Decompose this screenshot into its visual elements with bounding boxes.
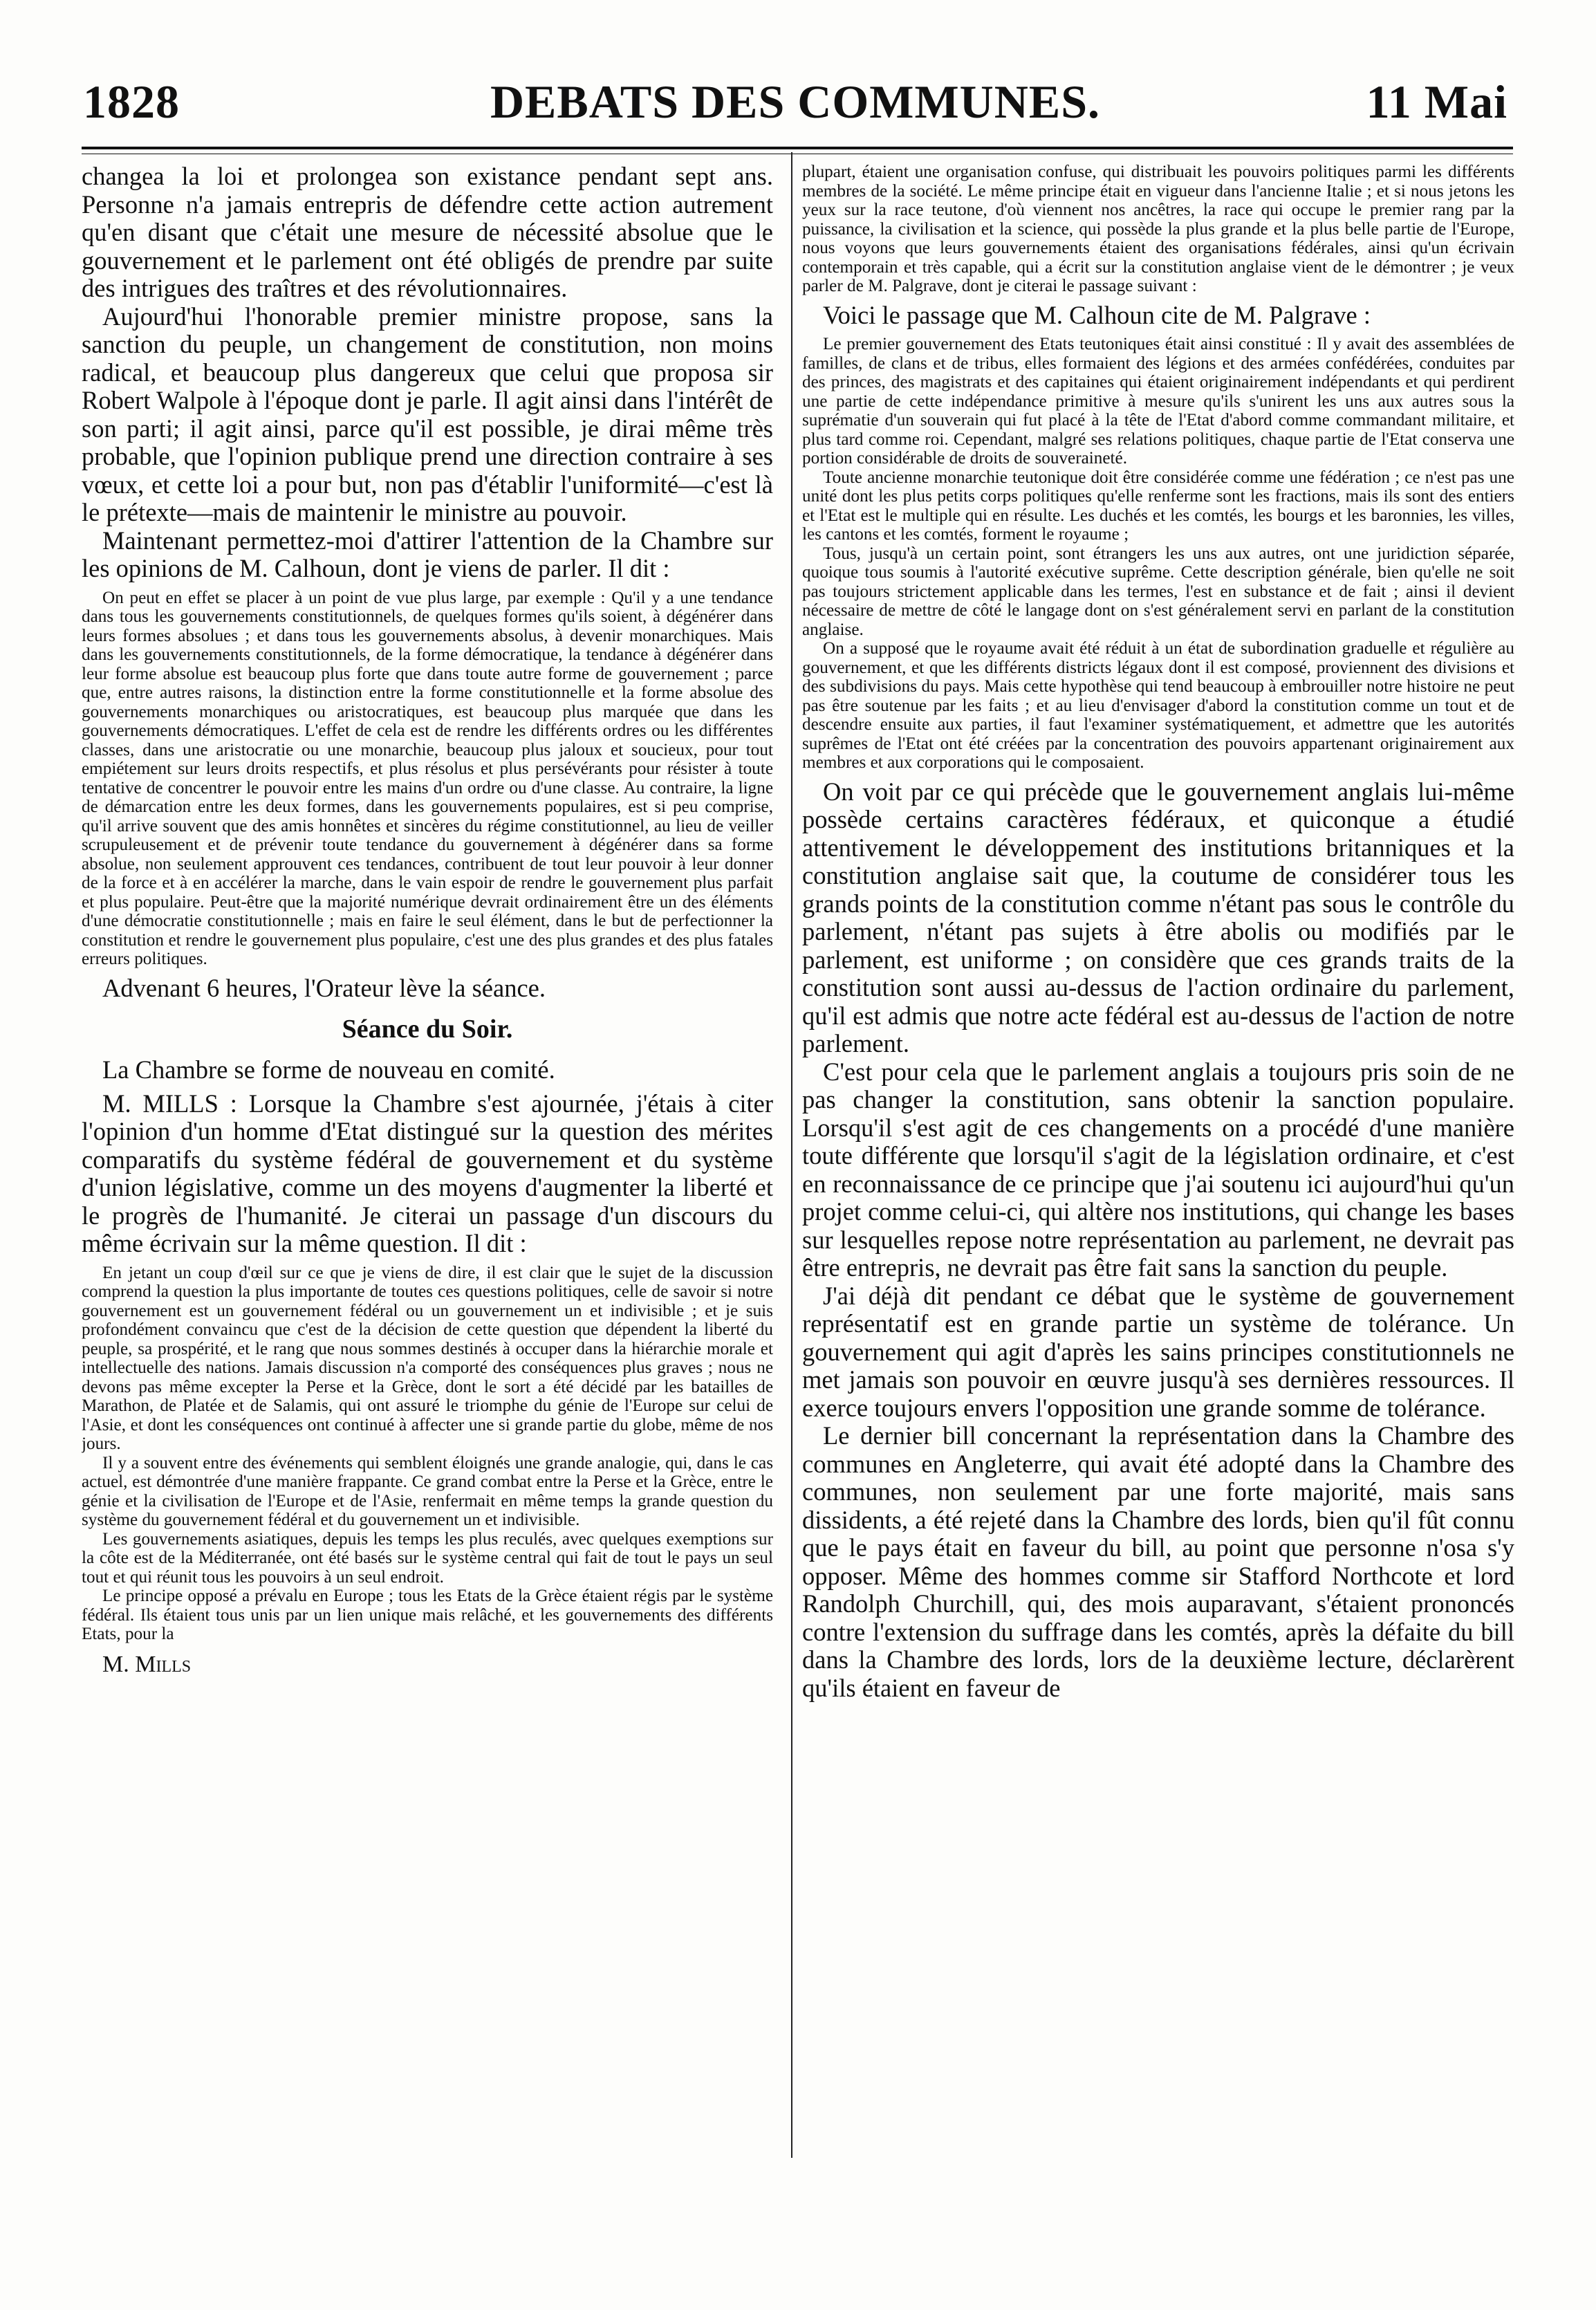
column-divider	[791, 152, 792, 2158]
left-column	[82, 163, 773, 2244]
block-quote: On a supposé que le royaume avait été réduit à un état de subordination graduelle et régulière au gouvernement, et que les différents districts légaux dont il est composé, proviennent des divisions et des subdivisions du pays. Mais cette hypothèse qui tend beaucoup à embrouiller notre histoire ne peut pas être soutenue par les faits ; et au lieu d'envisager d'abord la constitution comme un tout et de descendre ensuite aux parties, il faut l'examiner systématiquement, et admettre que les autorités suprêmes de l'Etat ont été créées par la concentration des pouvoirs appartenant originairement aux membres et aux corporations qui le composaient.	[802, 639, 1514, 772]
block-quote: Le principe opposé a prévalu en Europe ; tous les Etats de la Grèce étaient régis par le système fédéral. Ils étaient tous unis par un lien unique mais relâché, et les gouvernements des différents Etats, pour la	[82, 1587, 773, 1643]
paragraph: Voici le passage que M. Calhoun cite de M. Palgrave :	[823, 300, 1371, 329]
paragraph: Le dernier bill concernant la représentation dans la Chambre des communes en Angleterre, qui avait été adopté dans la Chambre des communes, non seulement par une forte majorité, mais sans dissidents, a été rejeté dans la Chambre des lords, bien qu'il fût connu que le pays était en faveur du bill, au point que personne n'osa s'y opposer. Même des hommes comme sir Stafford Northcote et lord Randolph Churchill, qui, des mois auparavant, s'étaient prononcés contre l'extension du suffrage dans les comtés, après la défaite du bill dans la Chambre des lords, lors de la deuxième lecture, déclarèrent qu'ils étaient en faveur de	[802, 1421, 1514, 1702]
block-quote: plupart, étaient une organisation confuse, qui distribuait les pouvoirs politiques parmi les différents membres de la société. Le même principe était en vigueur dans l'ancienne Italie ; et si nous jetons les yeux sur la race teutone, d'où viennent nos ancêtres, la race qui occupe le premier rang par la puissance, la civilisation et la science, qui possède la plus grande et la plus belle partie de l'Europe, nous voyons que leurs gouvernements étaient des organisations fédérales, ainsi qu'un écrivain contemporain et très capable, qui a écrit sur la constitution anglaise vient de le démontrer ; je veux parler de M. Palgrave, dont je citerai le passage suivant :	[802, 163, 1514, 295]
page-date: 11 Mai	[1366, 75, 1507, 128]
block-quote: On peut en effet se placer à un point de vue plus large, par exemple : Qu'il y a une tendance dans tous les gouvernements constitutionnels, de quelques formes qu'ils soient, à dégénérer dans leurs formes absolues ; et dans tous les gouvernements absolus, à devenir monarchiques. Mais dans les gouvernements constitutionnels, de la forme démocratique, la tendance à dégénérer dans leur forme absolue est beaucoup plus forte que dans toute autre forme de gouvernement ; parce que, entre autres raisons, la distinction entre la forme constitutionnelle et la forme absolue des gouvernements monarchiques ou aristocratiques, est beaucoup plus marquée que dans les gouvernements démocratiques. L'effet de cela est de rendre les différents ordres ou les différentes classes, dans une aristocratie ou une monarchie, beaucoup plus jaloux et soucieux, pour tout empiétement sur leurs droits respectifs, et plus résolus et plus persévérants pour résister à toute tentative de concentrer le pouvoir entre les mains d'un ordre ou d'une classe. Au contraire, la ligne de démarcation entre les deux formes, dans les gouvernements populaires, est si peu comprise, qu'il arrive souvent que des amis honnêtes et sincères du régime constitutionnel, au lieu de veiller scrupuleusement et de prévenir toute tendance du gouvernement à dégénérer dans sa forme absolue, non seulement approuvent ces tendances, contribuent de tout leur pouvoir à leur donner de la force et à en accélérer la marche, dans le vain espoir de rendre le gouvernement plus parfait et plus populaire. Peut-être que la majorité numérique devrait ordinairement être un des éléments d'une démocratie constitutionnelle ; mais en faire le seul élément, dans le but de perfectionner la constitution et rendre le gouvernement plus populaire, c'est une des plus grandes et des plus fatales erreurs politiques.	[82, 588, 773, 968]
block-quote: Le premier gouvernement des Etats teutoniques était ainsi constitué : Il y avait des assemblées de familles, de clans et de tribus, elles formaient des légions et des armées confédérées, conduites par des princes, des magistrats et des capitaines qui étaient originairement indépendants et qui perdirent une partie de cette indépendance primitive à mesure qu'ils s'unirent les uns aux autres sous la suprématie d'un souverain qui fut placé à la tête de l'Etat d'abord comme commandant militaire, et plus tard comme roi. Cependant, malgré ses relations politiques, chaque partie de l'Etat conserva une portion considérable de droits de souveraineté.	[802, 335, 1514, 468]
paragraph: changea la loi et prolongea son existance pendant sept ans. Personne n'a jamais entrepris de défendre cette action autrement qu'en disant que c'était une mesure de nécessité absolue que le gouvernement et le parlement ont été obligés de prendre par suite des intrigues des traîtres et des révolutionnaires.	[82, 163, 773, 302]
page-title: DEBATS DES COMMUNES.	[490, 75, 1101, 128]
speaker-name: M. MILLS :	[102, 1089, 237, 1118]
paragraph: Aujourd'hui l'honorable premier ministre propose, sans la sanction du peuple, un changement de constitution, non moins radical, et beaucoup plus dangereux que celui que proposa sir Robert Walpole à l'époque dont je parle. Il agit ainsi dans l'intérêt de son parti; il agit ainsi, parce qu'il est possible, je dirai même très probable, que l'opinion publique prend une direction contraire à ses vœux, et cette loi a pour but, non pas d'établir l'uniformité—c'est là le prétexte—mais de maintenir le ministre au pouvoir.	[82, 302, 773, 526]
speaker-signoff: M. Mills	[102, 1651, 192, 1677]
block-quote: Les gouvernements asiatiques, depuis les temps les plus reculés, avec quelques exemptions sur la côte est de la Méditerranée, ont été basés sur le système central qui fait de tout le pays un seul tout et qui réunit tous les pouvoirs à un seul endroit.	[82, 1529, 773, 1587]
paragraph: Advenant 6 heures, l'Orateur lève la séance.	[102, 973, 546, 1002]
speech-paragraph	[82, 1090, 773, 1258]
paragraph: C'est pour cela que le parlement anglais a toujours pris soin de ne pas changer la constitution, sans obtenir la sanction populaire. Lorsqu'il s'est agit de ces changements on a procédé d'une manière toute différente que lorsqu'il s'agit de la législation ordinaire, et c'est en reconnaissance de ce principe que j'ai soutenu ici aujourd'hui qu'un projet comme celui-ci, qui altère nos institutions, qui change les bases sur lesquelles repose notre représentation au parlement, ne devrait pas être entrepris, ne devrait pas être fait sans la sanction du peuple.	[802, 1057, 1514, 1282]
header-rule	[82, 147, 1513, 154]
block-quote: Tous, jusqu'à un certain point, sont étrangers les uns aux autres, ont une juridiction séparée, quoique tous soumis à l'autorité exécutive suprême. Cette description générale, bien qu'elle ne soit pas toujours strictement applicable dans les termes, l'est en substance et de fait ; ainsi il devient nécessaire de mettre de côté le langage dont on s'est généralement servi en parlant de la constitution anglaise.	[802, 544, 1514, 639]
block-quote: En jetant un coup d'œil sur ce que je viens de dire, il est clair que le sujet de la discussion comprend la question la plus importante de toutes ces questions politiques, celle de savoir si notre gouvernement est un gouvernement fédéral ou un gouvernement un et indivisible ; et je suis profondément convaincu que c'est de la décision de cette question que dépendent la liberté du peuple, sa prospérité, et le rang que nous sommes destinés à occuper dans la hiérarchie morale et intellectuelle des nations. Jamais discussion n'a comporté des conséquences plus graves ; nous ne devons pas même excepter la Perse et la Grèce, dont le sort a été décidé par les batailles de Marathon, de Platée et de Salamis, qui ont assuré le triomphe du génie de l'Europe sur celui de l'Asie, et dont les conséquences ont continué à affecter une si grande partie du globe, même de nos jours.	[82, 1263, 773, 1453]
speech-text: Lorsque la Chambre s'est ajournée, j'étais à citer l'opinion d'un homme d'Etat distingué sur la question des mérites comparatifs du système fédéral de gouvernement et du système d'union législative, comme un des moyens d'augmenter la liberté et le progrès de l'humanité. Je citerai un passage d'un discours du même écrivain sur la même question. Il dit :	[82, 1089, 773, 1257]
paragraph: On voit par ce qui précède que le gouvernement anglais lui-même possède certains caractères fédéraux, et quiconque a étudié attentivement le développement des institutions britanniques et la constitution anglaise sait que, la coutume de considérer tous les grands points de la constitution comme n'étant pas sous le contrôle du parlement, n'étant pas sujets à être abolis ou modifiés par le parlement, est uniforme ; on considère que ces grands traits de la constitution sont aussi au-dessus de l'action ordinaire du parlement, qu'il est admis que notre acte fédéral est au-dessus de l'action de notre parlement.	[802, 777, 1514, 1057]
section-heading: Séance du Soir.	[342, 1015, 513, 1044]
block-quote: Il y a souvent entre des événements qui semblent éloignés une grande analogie, qui, dans le cas actuel, est démontrée d'une manière frappante. Ce grand combat entre la Perse et la Grèce, entre le génie et la civilisation de l'Europe et de l'Asie, renfermait en même temps la grande question du système du gouvernement fédéral et du gouvernement un et indivisible.	[82, 1453, 773, 1529]
page-number: 1828	[83, 75, 180, 128]
right-column	[802, 163, 1514, 2168]
paragraph: La Chambre se forme de nouveau en comité.	[102, 1055, 555, 1084]
paragraph: J'ai déjà dit pendant ce débat que le système de gouvernement représentatif est en grande partie un système de tolérance. Un gouvernement qui agit d'après les sains principes constitutionnels ne met jamais son pouvoir en œuvre jusqu'à ses dernières ressources. Il exerce toujours envers l'opposition une grande somme de tolérance.	[802, 1281, 1514, 1422]
paragraph: Maintenant permettez-moi d'attirer l'attention de la Chambre sur les opinions de M. Calhoun, dont je viens de parler. Il dit :	[82, 526, 773, 582]
block-quote: Toute ancienne monarchie teutonique doit être considérée comme une fédération ; ce n'est pas une unité dont les plus petits corps politiques qu'elle renferme sont les fractions, mais ils sont des entiers et l'Etat est le multiple qui en résulte. Les duchés et les comtés, les bourgs et les baronnies, les villes, les cantons et les comtés, forment le royaume ;	[802, 468, 1514, 544]
page-header	[76, 75, 1514, 144]
